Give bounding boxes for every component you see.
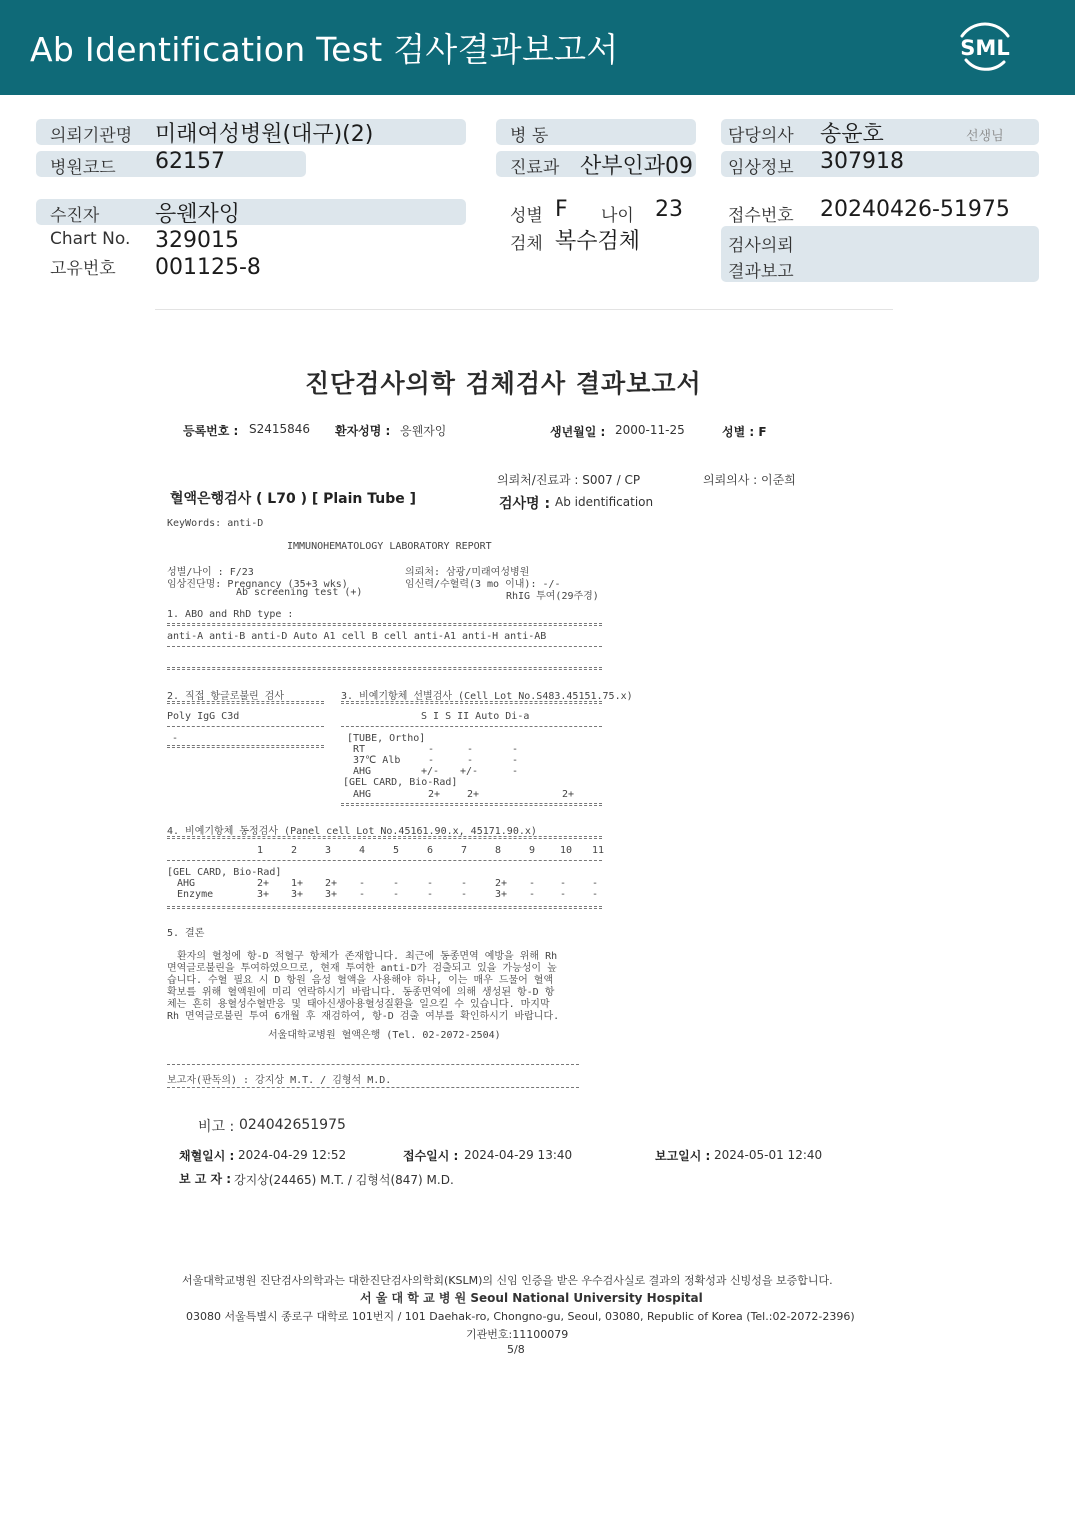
keywords: KeyWords: anti-D [167, 518, 264, 529]
reporter-line: 보고자(판독의) : 강지상 M.T. / 김형석 M.D. [167, 1075, 392, 1086]
specimen-value: 복수검체 [555, 229, 641, 254]
s4-cell: - [529, 889, 536, 900]
reg-label: 등록번호 : [183, 424, 239, 438]
s3-tube: [TUBE, Ortho] [347, 733, 426, 744]
s5-line: 환자의 혈청에 항-D 적혈구 항체가 존재합니다. 최근에 동종면역 예방을 위해 Rh [177, 951, 558, 962]
institution-label: 의뢰기관명 [50, 126, 133, 146]
unique-value: 001125-8 [155, 255, 261, 280]
reporter-rule-bottom [167, 1087, 579, 1088]
footer-code: 기관번호:11100079 [466, 1328, 569, 1341]
test-label: 검사명 : [499, 496, 551, 512]
s4-column-label: 11 [592, 845, 605, 856]
s4-cell: 1+ [291, 878, 304, 889]
s4-column-label: 1 [257, 845, 264, 856]
s4-cell: 2+ [495, 878, 508, 889]
s3-cell: - [428, 755, 435, 766]
s4-cell: 2+ [325, 878, 338, 889]
s3-gel: [GEL CARD, Bio-Rad] [343, 777, 458, 788]
s3-row-label: AHG [353, 766, 372, 777]
reporter-label: 보 고 자 : [179, 1172, 232, 1186]
s4-row-label: AHG [177, 878, 196, 889]
s2-rule-mid [167, 726, 324, 727]
patient-client: 의뢰처: 삼광/미래여성병원 [405, 567, 530, 578]
dept-value: 산부인과09 [580, 154, 694, 179]
s3-cell: - [428, 744, 435, 755]
s5-line: 체는 흔히 용혈성수혈반응 및 태아신생아용혈성질환을 일으킬 수 있습니다. 마지막 [167, 999, 550, 1010]
s5-title: 5. 결론 [167, 928, 205, 939]
s1-rule-top [167, 623, 602, 626]
s4-cell: - [359, 878, 366, 889]
footer-hospital: 서 울 대 학 교 병 원 Seoul National University Hospital [360, 1291, 703, 1305]
s4-gel: [GEL CARD, Bio-Rad] [167, 867, 282, 878]
s4-rule-top [167, 836, 602, 839]
page-title: Ab Identification Test 검사결과보고서 [30, 30, 619, 69]
remark-label: 비고 : [198, 1119, 235, 1135]
hospital-code-label: 병원코드 [50, 158, 116, 178]
s4-column-label: 4 [359, 845, 366, 856]
specimen-label: 검체 [510, 234, 543, 254]
s3-title: 3. 비예기항체 선별검사 (Cell Lot No.S483.45151.75.x) [341, 691, 633, 702]
s4-column-label: 6 [427, 845, 434, 856]
patient-dx2: Ab screening test (+) [236, 587, 363, 598]
doctor-value: 송윤호 [820, 122, 884, 147]
s2-rule-bottom [167, 745, 324, 748]
request-label: 검사의뢰 [728, 236, 794, 256]
report-title: 진단검사의학 검체검사 결과보고서 [305, 369, 702, 398]
s4-cell: - [461, 878, 468, 889]
s4-column-label: 3 [325, 845, 332, 856]
s3-cell: - [467, 744, 474, 755]
s3-rule-mid [341, 726, 602, 727]
footer-address: 03080 서울특별시 종로구 대학로 101번지 / 101 Daehak-ro, Chongno-gu, Seoul, 03080, Republic of Korea (Tel.:02-2072-2396) [186, 1310, 855, 1323]
s4-cell: 3+ [291, 889, 304, 900]
receipt-value: 20240426-51975 [820, 197, 1010, 222]
s4-cell: - [560, 889, 567, 900]
name-label: 환자성명 : [335, 424, 391, 438]
s3-cell: +/- [460, 766, 479, 777]
s3-gel-label: AHG [353, 789, 372, 800]
s4-cell: 3+ [495, 889, 508, 900]
s4-row-label: Enzyme [177, 889, 214, 900]
patient-preg: 임신력/수혈력(3 mo 이내): -/- [405, 579, 561, 590]
s4-cell: - [592, 889, 599, 900]
s3-rule-bottom [341, 803, 602, 806]
s4-cell: - [461, 889, 468, 900]
patient-sexage: 성별/나이 : F/23 [167, 567, 254, 578]
dob-label: 생년월일 : [550, 425, 606, 439]
patient-rhig: RhIG 투여(29주경) [506, 591, 599, 602]
s5-line: Rh 면역글로불린 투여 6개월 후 재검하여, 항-D 검출 여부를 확인하시기 바랍니다. [167, 1011, 560, 1022]
clinical-label: 임상정보 [728, 158, 794, 178]
s3-row-label: RT [353, 744, 366, 755]
accept-label: 접수일시 : [403, 1149, 459, 1163]
sex-label: 성별 [510, 206, 543, 226]
s4-cell: 2+ [257, 878, 270, 889]
collect-value: 2024-04-29 12:52 [238, 1148, 347, 1162]
s4-column-label: 2 [291, 845, 298, 856]
sex-value: F [555, 197, 568, 222]
chart-value: 329015 [155, 228, 239, 253]
doctor-label: 담당의사 [728, 126, 794, 146]
s2-title: 2. 직접 항글로불린 검사 [167, 691, 285, 702]
sex-line: 성별 : F [722, 425, 767, 439]
s3-rule-top [341, 701, 602, 704]
reporter-rule-top [167, 1064, 579, 1065]
receipt-label: 접수번호 [728, 206, 794, 226]
name-value: 응웬자잉 [400, 424, 447, 438]
s3-cell: - [512, 766, 519, 777]
s4-cell: - [359, 889, 366, 900]
s3-cell: +/- [421, 766, 440, 777]
s4-rule-mid [167, 860, 602, 861]
s3-gel-cell: 2+ [428, 789, 441, 800]
clinical-value: 307918 [820, 149, 904, 174]
footer-accreditation: 서울대학교병원 진단검사의학과는 대한진단검사의학회(KSLM)의 신임 인증을 받은 우수검사실로 결과의 정확성과 신빙성을 보증합니다. [182, 1274, 833, 1287]
section-divider [155, 309, 893, 310]
s3-gel-cell: 2+ [467, 789, 480, 800]
s2-value: - [172, 733, 179, 744]
s4-cell: - [427, 878, 434, 889]
sml-logo [952, 14, 1018, 80]
s5-line: 확보를 위해 혈액원에 미리 연락하시기 바랍니다. 동종면역에 의해 생성된 항-D 항 [167, 987, 555, 998]
lab-title: IMMUNOHEMATOLOGY LABORATORY REPORT [287, 541, 492, 552]
accept-value: 2024-04-29 13:40 [464, 1148, 573, 1162]
s1-header: anti-A anti-B anti-D Auto A1 cell B cell anti-A1 anti-H anti-AB [167, 631, 547, 642]
s4-column-label: 10 [560, 845, 573, 856]
s4-cell: 3+ [325, 889, 338, 900]
patient-label: 수진자 [50, 206, 100, 226]
scanned-report [150, 340, 910, 1370]
reg-value: S2415846 [249, 422, 311, 436]
reporter-value: 강지상(24465) M.T. / 김형석(847) M.D. [234, 1173, 454, 1187]
test-value: Ab identification [555, 495, 654, 509]
s1-title: 1. ABO and RhD type : [167, 609, 294, 620]
age-value: 23 [655, 197, 683, 222]
doctor-suffix: 선생님 [966, 129, 1004, 144]
s3-cell: - [512, 755, 519, 766]
logo-text: SML [960, 36, 1010, 60]
s4-cell: - [592, 878, 599, 889]
s4-cell: - [393, 889, 400, 900]
s4-column-label: 9 [529, 845, 536, 856]
client-line: 의뢰처/진료과 : S007 / CP [497, 473, 641, 487]
s4-cell: - [393, 878, 400, 889]
dept-label: 진료과 [510, 158, 560, 178]
s4-cell: - [529, 878, 536, 889]
client-doctor: 의뢰의사 : 이준희 [703, 473, 796, 487]
patient-value: 응웬자잉 [155, 202, 241, 227]
report-label: 결과보고 [728, 262, 794, 282]
page-number: 5/8 [507, 1343, 525, 1356]
dob-value: 2000-11-25 [615, 423, 685, 437]
s3-cell: - [512, 744, 519, 755]
patient-bar [36, 199, 466, 225]
s4-column-label: 7 [461, 845, 468, 856]
s5-line: 면역글로불린을 투여하였으므로, 현재 투여한 anti-D가 검출되고 있을 가능성이 높 [167, 963, 557, 974]
s3-row-label: 37℃ Alb [353, 755, 401, 766]
remark-value: 024042651975 [239, 1117, 346, 1133]
s4-rule-bottom [167, 906, 602, 909]
age-label: 나이 [601, 206, 634, 226]
s4-title: 4. 비예기항체 동정검사 (Panel cell Lot No.45161.90.x, 45171.90.x) [167, 826, 537, 837]
report-date-label: 보고일시 : [655, 1149, 711, 1163]
s3-header: S I S II Auto Di-a [421, 711, 530, 722]
s5-line: 습니다. 수혈 필요 시 D 항원 음성 혈액을 사용해야 하나, 이는 매우 드물어 혈액 [167, 975, 554, 986]
s4-cell: - [427, 889, 434, 900]
report-date-value: 2024-05-01 12:40 [714, 1148, 823, 1162]
s1-rule-mid [167, 646, 602, 647]
unique-label: 고유번호 [50, 259, 116, 279]
s1-rule-bottom [167, 667, 602, 670]
page-header [0, 0, 1075, 95]
institution-value: 미래여성병원(대구)(2) [155, 122, 374, 147]
s3-gel-cell: 2+ [562, 789, 575, 800]
s2-rule-top [167, 701, 324, 704]
s3-cell: - [467, 755, 474, 766]
exam-name: 혈액은행검사 ( L70 ) [ Plain Tube ] [170, 491, 417, 507]
chart-label: Chart No. [50, 229, 131, 249]
s4-cell: 3+ [257, 889, 270, 900]
patient-dx: 임상진단명: Pregnancy (35+3 wks) [167, 579, 348, 590]
s4-column-label: 5 [393, 845, 400, 856]
collect-label: 채혈일시 : [179, 1149, 235, 1163]
s2-header: Poly IgG C3d [167, 711, 240, 722]
ward-label: 병 동 [510, 126, 549, 146]
hospital-code-value: 62157 [155, 149, 225, 174]
s5-bank: 서울대학교병원 혈액은행 (Tel. 02-2072-2504) [268, 1030, 501, 1041]
s4-cell: - [560, 878, 567, 889]
s4-column-label: 8 [495, 845, 502, 856]
